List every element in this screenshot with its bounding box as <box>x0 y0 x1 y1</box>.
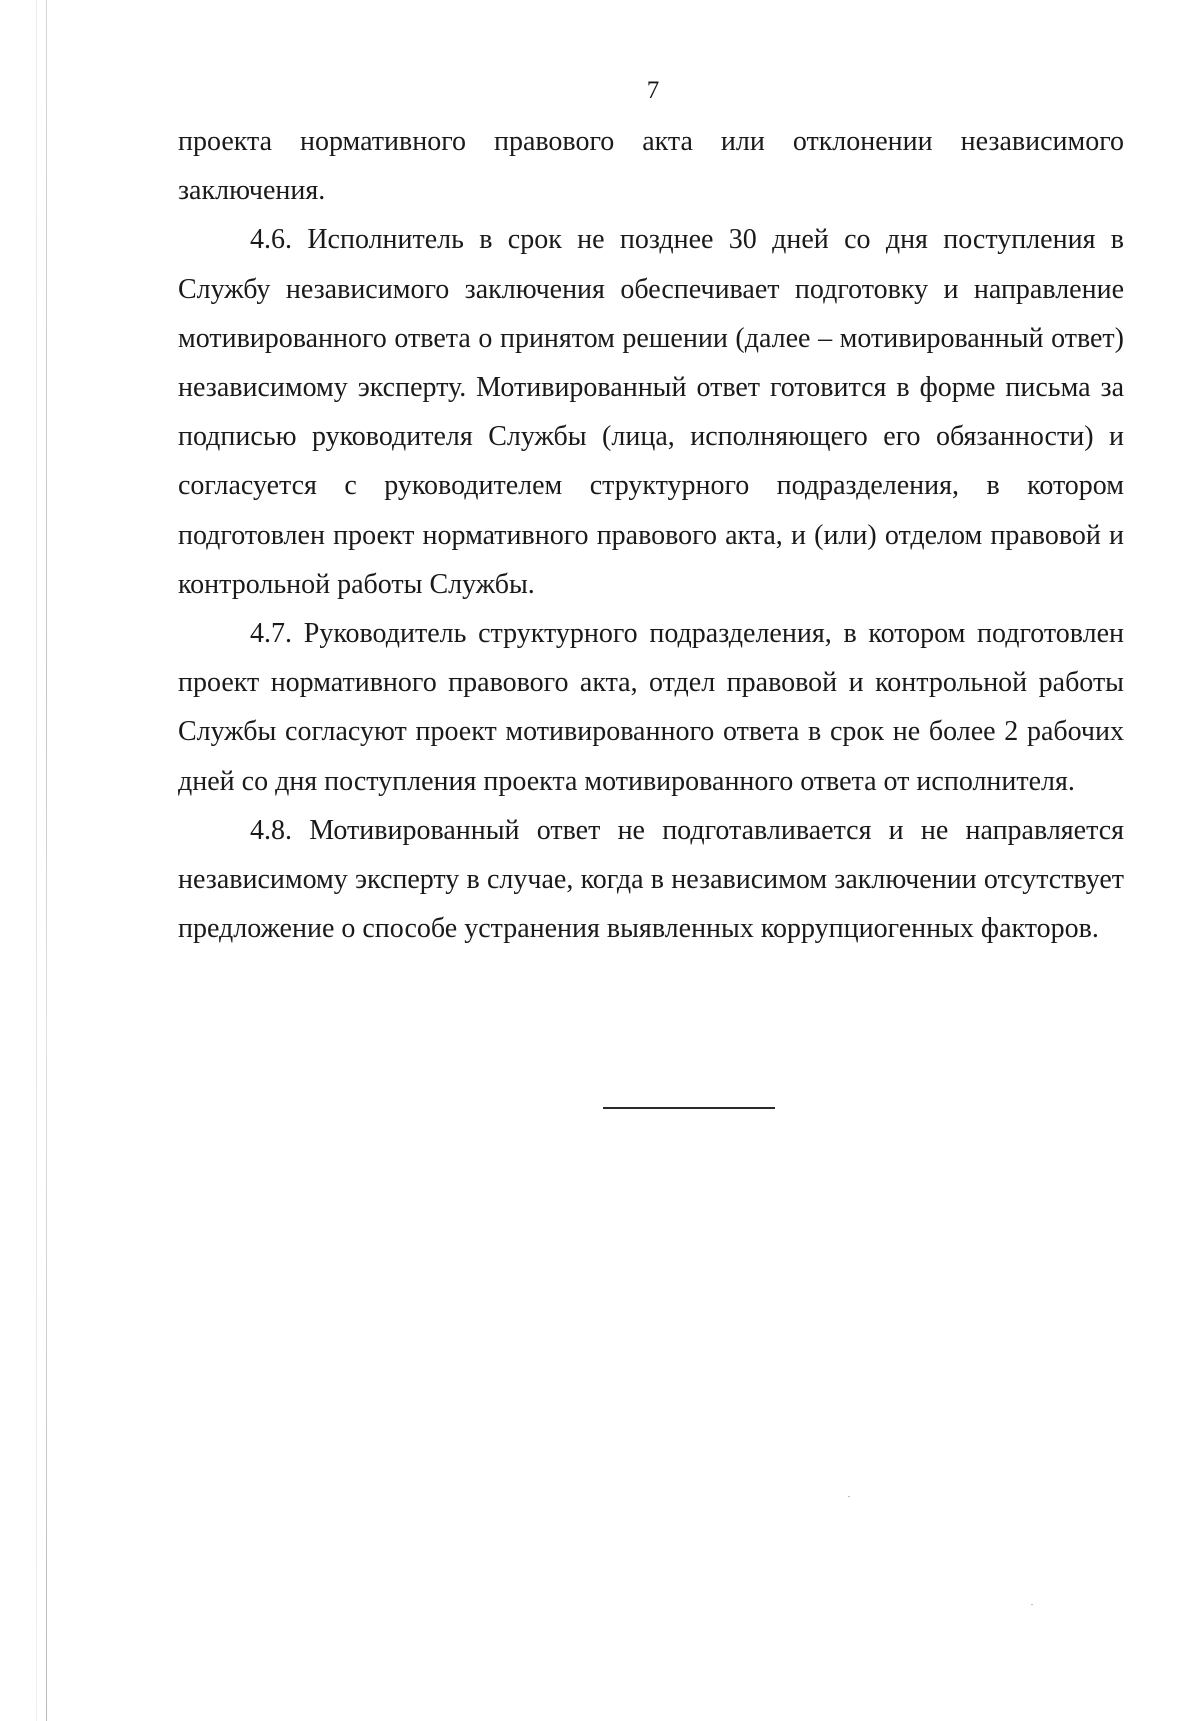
document-body <box>178 117 1124 953</box>
paragraph-continuation-line-2: заключения. <box>178 175 326 207</box>
page-number: 7 <box>646 77 660 104</box>
end-separator-line <box>603 1107 775 1109</box>
paragraph-4-6: 4.6. Исполнитель в срок не позднее 30 дней со дня поступления в Службу независимого заключения обеспечивает подготовку и направление мотивированного ответа о принятом решении (далее – мотивированный ответ) независимому эксперту. Мотивированный ответ готовится в форме письма за подписью руководителя Службы (лица, исполняющего его обязанности) и согласуется с руководителем структурного подразделения, в котором подготовлен проект нормативного правового акта, и (или) отделом правовой и контрольной работы Службы. <box>178 224 1124 600</box>
scan-speck <box>1031 1604 1033 1605</box>
paragraph-4-8: 4.8. Мотивированный ответ не подготавливается и не направляется независимому эксперту в случае, когда в независимом заключении отсутствует предложение о способе устранения выявленных коррупциогенных факторов. <box>178 814 1124 945</box>
scan-speck <box>848 1496 850 1497</box>
paragraph-4-7: 4.7. Руководитель структурного подразделения, в котором подготовлен проект нормативного правового акта, отдел правовой и контрольной работы Службы согласуют проект мотивированного ответа в срок не более 2 рабочих дней со дня поступления проекта мотивированного ответа от исполнителя. <box>178 618 1124 797</box>
scan-edge-shadow <box>36 0 37 1721</box>
paragraph-continuation-line-1: проекта нормативного правового акта или отклонении независимого <box>178 126 1124 157</box>
scan-edge-line <box>46 0 47 1721</box>
